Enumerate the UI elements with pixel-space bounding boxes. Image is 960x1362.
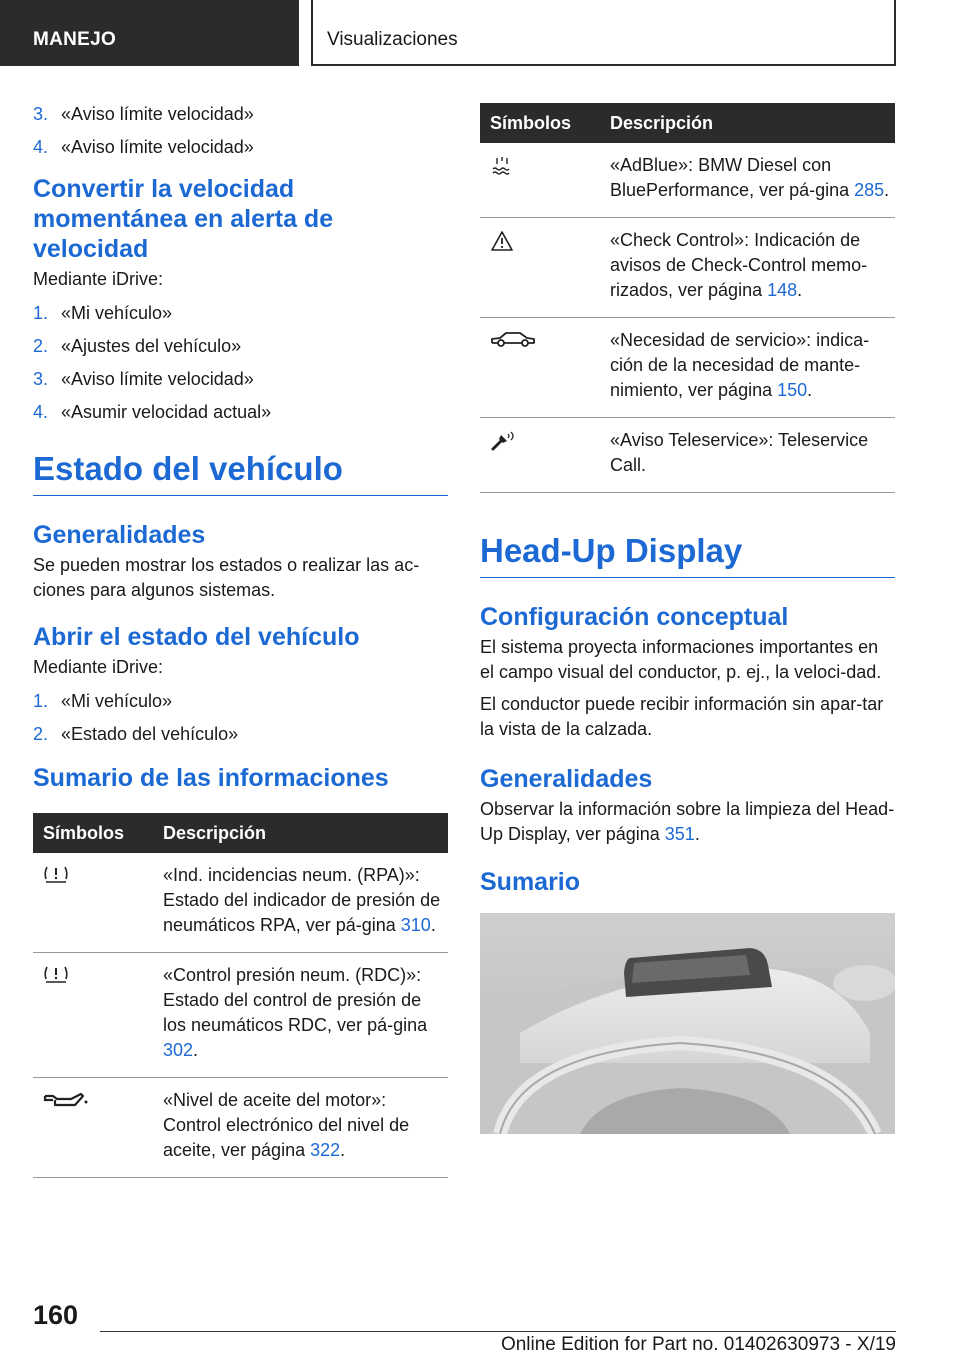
table-row: «Control presión neum. (RDC)»: Estado del control de presión de los neumáticos RDC, ver pá-gina 302. bbox=[33, 953, 448, 1078]
general-text: Se pueden mostrar los estados o realizar las ac-ciones para algunos sistemas. bbox=[33, 555, 420, 600]
page-link[interactable]: 285 bbox=[854, 180, 885, 200]
col-symbols-header: Símbolos bbox=[480, 103, 610, 143]
table-row: «Check Control»: Indicación de avisos de Check-Control memo-rizados, ver página 148. bbox=[480, 218, 895, 318]
header-chapter-title: Visualizaciones bbox=[311, 0, 896, 66]
vehicle-status-heading: Estado del vehículo bbox=[33, 449, 448, 496]
table-row: «Nivel de aceite del motor»: Control electrónico del nivel de aceite, ver página 322. bbox=[33, 1078, 448, 1178]
concept-heading: Configuración conceptual bbox=[480, 603, 789, 631]
footer-divider bbox=[100, 1331, 896, 1332]
symbols-table-right bbox=[480, 103, 895, 493]
table-row: «AdBlue»: BMW Diesel con BluePerformance, ver pá-gina 285. bbox=[480, 143, 895, 218]
tire-pressure-warning-icon bbox=[43, 865, 69, 885]
list-item: 4. «Asumir velocidad actual» bbox=[33, 402, 272, 422]
table-row: «Ind. incidencias neum. (RPA)»: Estado del indicador de presión de neumáticos RPA, ver pá-gina 310. bbox=[33, 853, 448, 953]
speed-limit-list bbox=[33, 103, 448, 158]
warning-triangle-icon bbox=[490, 230, 514, 252]
page-link[interactable]: 351 bbox=[664, 824, 695, 844]
page-link[interactable]: 148 bbox=[767, 280, 798, 300]
hud-general-heading: Generalidades bbox=[480, 765, 653, 793]
table-row: «Aviso Teleservice»: Teleservice Call. bbox=[480, 418, 895, 493]
list-item: 1. «Mi vehículo» bbox=[33, 691, 173, 711]
list-item: 1. «Mi vehículo» bbox=[33, 303, 173, 323]
convert-speed-heading: Convertir la velocidad momentánea en alerta de velocidad bbox=[33, 175, 334, 263]
concept-paragraph-1: El sistema proyecta informaciones importantes en el campo visual del conductor, p. ej., la veloci-dad. bbox=[480, 637, 882, 682]
open-steps bbox=[33, 690, 448, 745]
right-column bbox=[480, 103, 895, 1134]
page-link[interactable]: 322 bbox=[310, 1140, 341, 1160]
symbols-table-left bbox=[33, 813, 448, 1178]
hud-photo bbox=[480, 913, 895, 1134]
open-status-heading: Abrir el estado del vehículo bbox=[33, 623, 360, 651]
list-item: 2. «Estado del vehículo» bbox=[33, 724, 239, 744]
service-car-icon bbox=[490, 330, 536, 350]
open-intro: Mediante iDrive: bbox=[33, 657, 164, 677]
header-section-tab: MANEJO bbox=[0, 0, 299, 66]
tire-pressure-control-icon bbox=[43, 965, 69, 985]
hud-heading: Head-Up Display bbox=[480, 531, 895, 578]
table-row: «Necesidad de servicio»: indica-ción de la necesidad de mante-nimiento, ver página 150. bbox=[480, 318, 895, 418]
summary-info-heading: Sumario de las informaciones bbox=[33, 764, 389, 792]
hud-summary-heading: Sumario bbox=[480, 868, 581, 896]
left-column bbox=[33, 103, 448, 1178]
convert-steps bbox=[33, 302, 448, 423]
concept-paragraph-2: El conductor puede recibir información sin apar-tar la vista de la calzada. bbox=[480, 694, 884, 739]
col-symbols-header: Símbolos bbox=[33, 813, 163, 853]
general-heading: Generalidades bbox=[33, 521, 206, 549]
page-link[interactable]: 150 bbox=[777, 380, 808, 400]
page-link[interactable]: 310 bbox=[400, 915, 431, 935]
footer-edition: Online Edition for Part no. 01402630973 - X/19 bbox=[500, 1334, 896, 1355]
list-item: 4. «Aviso límite velocidad» bbox=[33, 137, 254, 157]
list-item: 3. «Aviso límite velocidad» bbox=[33, 369, 254, 389]
col-description-header: Descripción bbox=[610, 103, 895, 143]
hud-general-text: Observar la información sobre la limpieza del Head-Up Display, ver página 351. bbox=[480, 799, 895, 844]
page-link[interactable]: 302 bbox=[163, 1040, 194, 1060]
page-number: 160 bbox=[33, 1300, 79, 1330]
col-description-header: Descripción bbox=[163, 813, 448, 853]
adblue-icon bbox=[490, 155, 514, 177]
list-item: 2. «Ajustes del vehículo» bbox=[33, 336, 242, 356]
convert-intro: Mediante iDrive: bbox=[33, 269, 164, 289]
teleservice-wrench-icon bbox=[490, 430, 518, 452]
oil-can-icon bbox=[43, 1090, 89, 1110]
list-item: 3. «Aviso límite velocidad» bbox=[33, 104, 254, 124]
